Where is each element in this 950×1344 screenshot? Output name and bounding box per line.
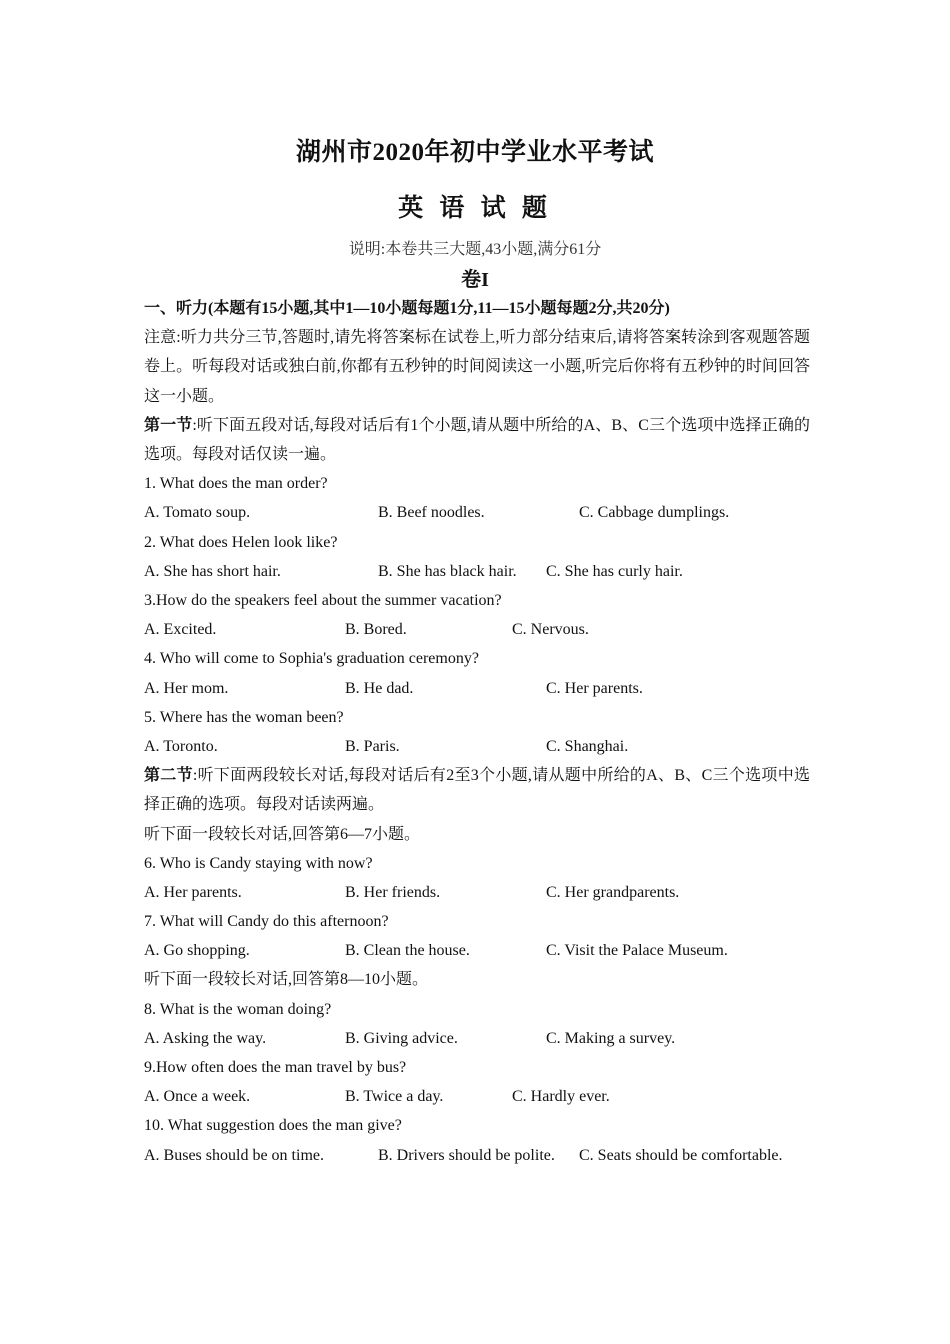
question-1 (144, 469, 810, 498)
options-9 (144, 1082, 810, 1111)
options-4 (144, 674, 810, 703)
options-10 (144, 1141, 810, 1170)
option-b: B. Giving advice. (345, 1029, 458, 1047)
question-text: 10. What suggestion does the man give? (144, 1117, 402, 1135)
options-2 (144, 557, 810, 586)
options-3 (144, 615, 810, 644)
options-1 (144, 498, 810, 527)
option-c: C. Making a survey. (546, 1029, 676, 1047)
question-text: 6. Who is Candy staying with now? (144, 854, 373, 872)
option-b: B. She has black hair. (378, 562, 517, 580)
option-c: C. Cabbage dumplings. (579, 504, 730, 522)
section1-label: 第一节 (144, 416, 193, 434)
part1-heading: 一、听力(本题有15小题,其中1—10小题每题1分,11—15小题每题2分,共20分) (144, 300, 670, 317)
question-text: 5. Where has the woman been? (144, 708, 344, 726)
option-c: C. She has curly hair. (546, 562, 683, 580)
option-a: A. Go shopping. (144, 942, 250, 960)
option-b: B. Her friends. (345, 883, 441, 901)
option-b: B. Paris. (345, 737, 400, 755)
option-c: C. Shanghai. (546, 737, 629, 755)
option-a: A. Toronto. (144, 737, 218, 755)
options-8 (144, 1024, 810, 1053)
section1-instructions (144, 411, 810, 469)
question-text: 9.How often does the man travel by bus? (144, 1059, 407, 1076)
option-c: C. Her parents. (546, 679, 643, 697)
options-7 (144, 936, 810, 965)
option-c: C. Her grandparents. (546, 883, 680, 901)
section2-label: 第二节 (144, 767, 193, 785)
option-a: A. Asking the way. (144, 1029, 267, 1047)
option-b: B. Twice a day. (345, 1088, 444, 1106)
question-5 (144, 703, 810, 732)
option-c: C. Visit the Palace Museum. (546, 942, 728, 960)
question-text: 8. What is the woman doing? (144, 1000, 332, 1018)
question-6 (144, 849, 810, 878)
question-4 (144, 644, 810, 673)
section2-instructions (144, 761, 810, 819)
question-text: 4. Who will come to Sophia's graduation ceremony? (144, 650, 479, 668)
question-7 (144, 907, 810, 936)
option-a: A. Tomato soup. (144, 504, 251, 522)
question-text: 3.How do the speakers feel about the summer vacation? (144, 591, 502, 609)
exam-note: 说明:本卷共三大题,43小题,满分61分 (348, 241, 602, 258)
dialogue-intro-text: 听下面一段较长对话,回答第6—7小题。 (144, 825, 421, 843)
exam-title: 湖州市2020年初中学业水平考试 (295, 139, 654, 166)
section2-text: :听下面两段较长对话,每段对话后有2至3个小题,请从题中所给的A、B、C三个选项中选择正确的选项。每段对话读两遍。 (144, 767, 810, 814)
volume-label: 卷I (461, 269, 489, 291)
options-5 (144, 732, 810, 761)
options-6 (144, 878, 810, 907)
question-2 (144, 528, 810, 557)
option-c: C. Hardly ever. (512, 1088, 610, 1106)
question-10 (144, 1111, 810, 1140)
option-b: B. Beef noodles. (378, 504, 485, 522)
option-b: B. Clean the house. (345, 942, 470, 960)
exam-content (144, 294, 810, 1170)
dialogue-intro-2 (144, 965, 810, 994)
option-a: A. Her parents. (144, 883, 242, 901)
listening-instructions: 注意:听力共分三节,答题时,请先将答案标在试卷上,听力部分结束后,请将答案转涂到客观题答题卷上。听每段对话或独白前,你都有五秒钟的时间阅读这一小题,听完后你将有五秒钟的时间回答这一小题。 (144, 329, 810, 405)
question-text: 1. What does the man order? (144, 475, 328, 493)
option-a: A. Buses should be on time. (144, 1146, 324, 1164)
dialogue-intro-1 (144, 820, 810, 849)
question-8 (144, 995, 810, 1024)
option-c: C. Seats should be comfortable. (579, 1146, 783, 1164)
option-b: B. He dad. (345, 679, 414, 697)
question-text: 2. What does Helen look like? (144, 533, 338, 551)
question-text: 7. What will Candy do this afternoon? (144, 913, 389, 931)
option-b: B. Bored. (345, 621, 407, 639)
option-a: A. Once a week. (144, 1088, 251, 1106)
dialogue-intro-text: 听下面一段较长对话,回答第8—10小题。 (144, 971, 429, 989)
option-a: A. Her mom. (144, 679, 229, 697)
option-a: A. She has short hair. (144, 562, 281, 580)
option-b: B. Drivers should be polite. (378, 1146, 555, 1164)
question-3 (144, 586, 810, 615)
option-a: A. Excited. (144, 621, 217, 639)
section1-text: :听下面五段对话,每段对话后有1个小题,请从题中所给的A、B、C三个选项中选择正确的选项。每段对话仅读一遍。 (144, 416, 810, 464)
subject-title: 英 语 试 题 (398, 195, 552, 222)
option-c: C. Nervous. (512, 621, 589, 639)
question-9 (144, 1053, 810, 1082)
